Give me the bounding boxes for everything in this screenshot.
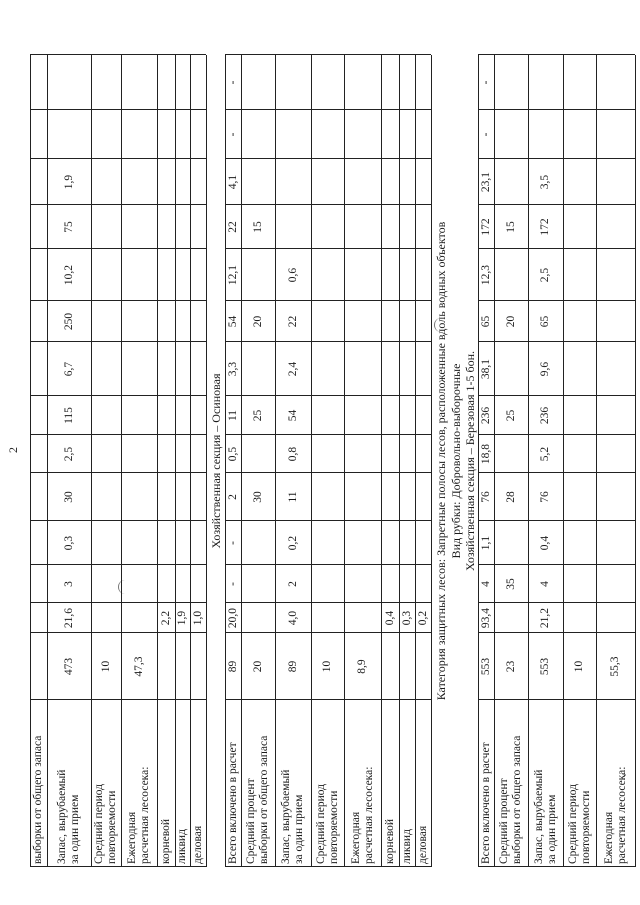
birch-row-label: Запас, вырубаемый за один прием: [532, 769, 558, 864]
birch-period-value: 10: [573, 660, 585, 673]
table-row-rule: [494, 55, 495, 867]
birch-total-value: -: [479, 80, 492, 85]
table-column-rule: [30, 395, 206, 396]
birch-total-value: 553: [479, 657, 492, 676]
aspen-row-label: корневой: [383, 818, 396, 864]
stock-value: 1,9: [62, 174, 75, 190]
aspen-total-value: 0,5: [226, 446, 239, 462]
birch-percent-value: 23: [504, 660, 517, 673]
table-column-rule: [225, 109, 431, 110]
aspen-total-value: -: [226, 582, 239, 586]
table-column-rule: [478, 341, 635, 342]
aspen-stock-value: 11: [286, 491, 299, 503]
section-title-aspen: Хозяйственная секция – Осиновая: [209, 373, 223, 549]
table-column-rule: [478, 158, 635, 159]
birch-stock-value: 3,5: [539, 174, 551, 190]
aspen-business-value: 0,2: [416, 610, 429, 626]
aspen-stock-value: 0,8: [286, 446, 299, 462]
birch-stock-value: 236: [539, 406, 551, 425]
table-row-rule: [190, 55, 191, 867]
root-value: 2,2: [159, 610, 172, 626]
table-row-rule: [563, 55, 564, 867]
row-label-stock: Запас, вырубаемый за один прием: [56, 769, 81, 864]
liquid-value: 1,9: [176, 610, 188, 626]
aspen-period-value: 10: [321, 660, 333, 673]
birch-stock-value: 9,6: [539, 361, 551, 377]
table-row-rule: [635, 55, 636, 867]
aspen-total-value: 2: [226, 494, 239, 500]
birch-stock-value: 65: [539, 315, 551, 328]
table-column-rule: [478, 395, 635, 396]
birch-stock-value: 21,2: [539, 607, 551, 629]
birch-total-value: 12,3: [479, 264, 492, 286]
table-row-rule: [399, 55, 400, 867]
birch-stock-value: 4: [539, 581, 551, 587]
birch-row-label: Ежегодная расчетная лесосека:: [602, 766, 628, 864]
table-column-rule: [478, 472, 635, 473]
aspen-row-label: Средний период повторяемости: [314, 784, 340, 864]
birch-annual-value: 55,3: [609, 656, 621, 677]
birch-total-value: 1,1: [479, 535, 492, 551]
table-column-rule: [30, 866, 206, 867]
table-column-rule: [478, 248, 635, 249]
business-value: 1,0: [191, 610, 204, 626]
birch-total-value: -: [479, 132, 492, 137]
aspen-row-label: Ежегодная расчетная лесосека:: [349, 766, 375, 864]
stock-value: 473: [62, 657, 75, 676]
aspen-percent-value: 30: [251, 491, 264, 503]
aspen-total-value: 54: [226, 315, 239, 328]
table-column-rule: [225, 158, 431, 159]
birch-stock-value: 5,2: [539, 446, 551, 462]
birch-stock-value: 2,5: [539, 267, 551, 283]
section-title-birch: Хозяйственная секция – Березовая 1-5 бон.: [463, 351, 477, 572]
aspen-total-value: -: [226, 132, 239, 137]
table-row-rule: [121, 55, 122, 867]
stock-value: 0,3: [62, 535, 75, 551]
birch-percent-value: 20: [504, 315, 517, 328]
table-row-rule: [311, 55, 312, 867]
cutting-type: Вид рубки: Добровольно-выборочные: [449, 363, 463, 559]
table-column-rule: [30, 54, 206, 55]
stock-value: 3: [62, 581, 75, 587]
table-column-rule: [30, 472, 206, 473]
birch-row-label: Всего включено в расчет: [479, 742, 492, 864]
birch-total-value: 65: [479, 315, 492, 328]
stock-value: 250: [62, 312, 75, 331]
aspen-percent-value: 20: [251, 660, 264, 673]
aspen-total-value: 4,1: [226, 174, 239, 190]
protective-forest-category: Категория защитных лесов: Запретные полосы лесов, расположенные вдоль водных объектов: [434, 221, 448, 701]
birch-percent-value: 35: [504, 578, 517, 590]
aspen-total-value: -: [226, 541, 239, 545]
aspen-total-value: 3,3: [226, 361, 239, 377]
table-row-rule: [206, 55, 207, 867]
table-column-rule: [30, 564, 206, 565]
aspen-stock-value: 0,2: [286, 535, 299, 551]
aspen-row-label: ликвид: [400, 829, 413, 864]
aspen-total-value: 22: [226, 221, 239, 233]
aspen-root-value: 0,4: [383, 610, 396, 626]
table-column-rule: [30, 109, 206, 110]
birch-total-value: 172: [479, 218, 492, 236]
aspen-percent-value: 25: [251, 409, 264, 422]
table-column-rule: [478, 602, 635, 603]
table-column-rule: [478, 54, 635, 55]
aspen-stock-value: 89: [286, 660, 299, 673]
table-row-rule: [241, 55, 242, 867]
aspen-stock-value: 54: [286, 409, 299, 422]
table-row-rule: [344, 55, 345, 867]
table-row-rule: [30, 55, 31, 867]
birch-stock-value: 553: [539, 657, 551, 676]
table-column-rule: [30, 520, 206, 521]
birch-percent-value: 25: [504, 409, 517, 422]
table-row-rule: [47, 55, 48, 867]
aspen-liquid-value: 0,3: [400, 610, 413, 626]
table-row-rule: [596, 55, 597, 867]
aspen-stock-value: 2: [286, 581, 299, 587]
birch-total-value: 76: [479, 491, 492, 503]
birch-total-value: 23,1: [479, 171, 492, 193]
birch-total-value: 4: [479, 581, 492, 587]
birch-stock-value: 172: [539, 218, 551, 236]
aspen-annual-value: 8,9: [356, 659, 368, 674]
annual-value: 47,3: [132, 656, 145, 677]
table-column-rule: [30, 699, 206, 700]
birch-row-label: Средний период повторяемости: [566, 784, 592, 864]
table-row-rule: [381, 55, 382, 867]
stock-value: 21,6: [62, 607, 75, 629]
aspen-percent-value: 20: [251, 315, 264, 328]
table-row-rule: [431, 55, 432, 867]
aspen-total-value: 12,1: [226, 264, 239, 286]
table-row-rule: [91, 55, 92, 867]
table-column-rule: [225, 564, 431, 565]
period-value: 10: [99, 660, 112, 673]
birch-percent-value: 28: [504, 491, 517, 503]
table-column-rule: [30, 300, 206, 301]
aspen-total-value: 89: [226, 660, 239, 673]
stock-value: 6,7: [62, 361, 75, 377]
row-label-business: деловая: [191, 825, 204, 864]
stock-value: 30: [62, 491, 75, 503]
stock-value: 75: [62, 221, 75, 233]
table-column-rule: [478, 204, 635, 205]
table-column-rule: [225, 866, 431, 867]
table-column-rule: [478, 434, 635, 435]
aspen-stock-value: 22: [286, 315, 299, 328]
table-column-rule: [478, 109, 635, 110]
aspen-row-label: деловая: [416, 825, 429, 864]
table-column-rule: [478, 564, 635, 565]
table-column-rule: [478, 866, 635, 867]
table-row-rule: [528, 55, 529, 867]
page-number: 2: [6, 447, 20, 453]
table-column-rule: [478, 300, 635, 301]
table-column-rule: [478, 520, 635, 521]
aspen-row-label: Запас, вырубаемый за один прием: [280, 769, 305, 864]
aspen-stock-value: 4,0: [286, 610, 299, 626]
aspen-stock-value: 2,4: [286, 361, 299, 377]
aspen-total-value: 11: [226, 409, 239, 422]
table-column-rule: [30, 341, 206, 342]
birch-row-label: Средний процент выборки от общего запаса: [498, 735, 523, 864]
aspen-total-value: -: [226, 80, 239, 85]
row-label-annual: Ежегодная расчетная лесосека:: [126, 766, 151, 864]
table-row-rule: [175, 55, 176, 867]
aspen-percent-value: 15: [251, 221, 264, 233]
table-column-rule: [30, 248, 206, 249]
row-label-root: корневой: [159, 818, 172, 864]
aspen-row-label: Всего включено в расчет: [226, 742, 239, 864]
aspen-total-value: 20,0: [226, 607, 239, 629]
table-column-rule: [30, 434, 206, 435]
birch-total-value: 236: [479, 406, 492, 425]
birch-percent-value: 15: [504, 221, 517, 233]
aspen-stock-value: 0,6: [286, 267, 299, 283]
continuation-row-label: выборки от общего запаса: [32, 735, 44, 864]
stock-value: 2,5: [62, 446, 75, 462]
table-column-rule: [225, 54, 431, 55]
table-row-rule: [157, 55, 158, 867]
table-row-rule: [275, 55, 276, 867]
table-column-rule: [30, 204, 206, 205]
row-label-liquid: ликвид: [176, 829, 188, 864]
birch-total-value: 38,1: [479, 358, 492, 380]
stock-value: 115: [62, 407, 75, 424]
birch-total-value: 18,8: [479, 443, 492, 465]
row-label-period: Средний период повторяемости: [93, 784, 118, 864]
birch-total-value: 93,4: [479, 607, 492, 629]
birch-stock-value: 76: [539, 491, 551, 503]
table-row-rule: [415, 55, 416, 867]
stock-value: 10,2: [62, 264, 75, 286]
table-column-rule: [30, 158, 206, 159]
birch-stock-value: 0,4: [539, 535, 551, 551]
aspen-row-label: Средний процент выборки от общего запаса: [245, 735, 270, 864]
